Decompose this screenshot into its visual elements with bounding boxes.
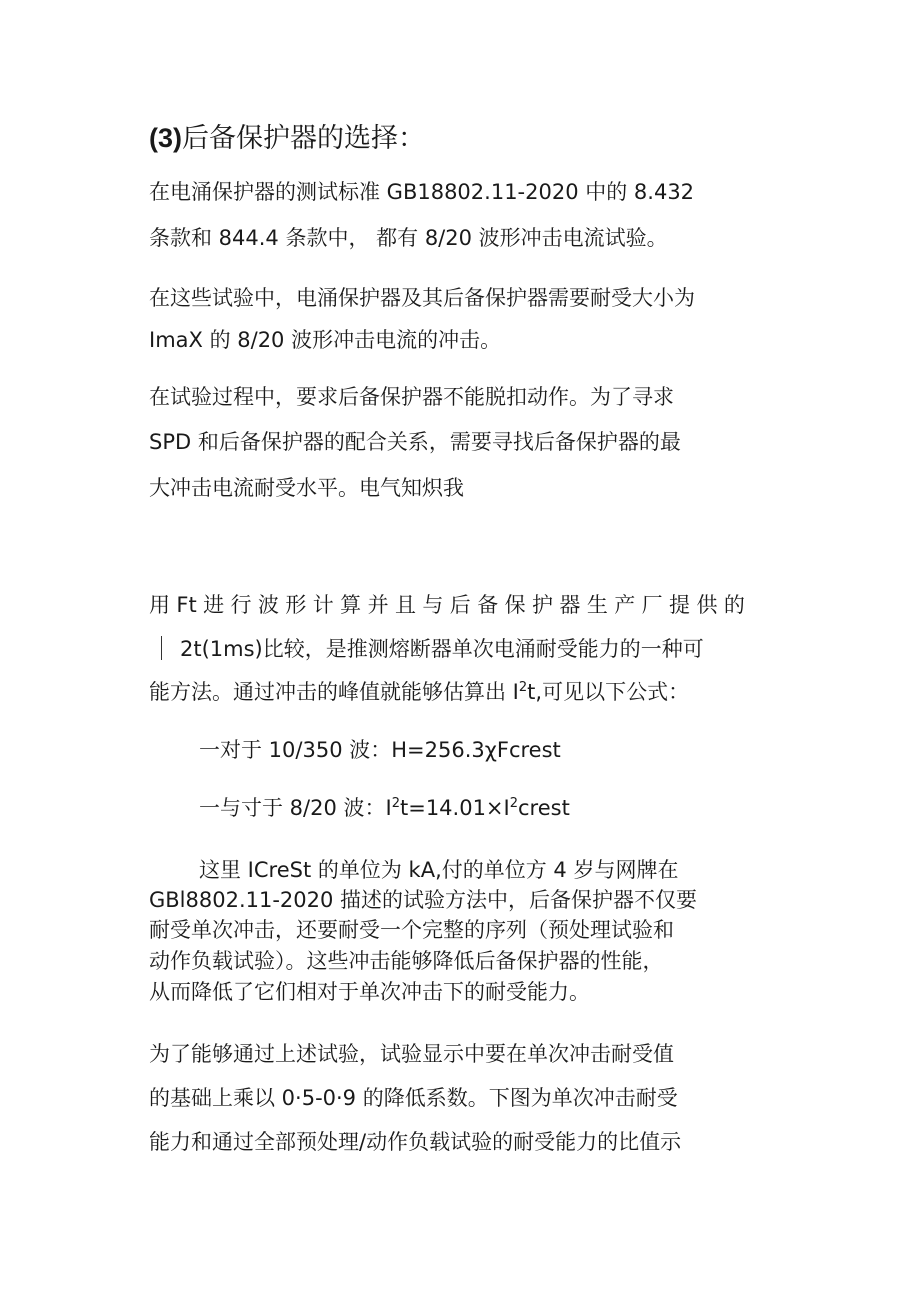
paragraph-5-line-1: 这里 ICreSt 的单位为 kA,付的单位方 4 岁与网牌在	[199, 858, 679, 882]
paragraph-4-word: 波	[257, 593, 279, 617]
paragraph-4-word: 产	[614, 593, 636, 617]
paragraph-4-word: 并	[367, 593, 389, 617]
paragraph-4-word: 供	[696, 593, 718, 617]
paragraph-2-line-1: 在这些试验中，电涌保护器及其后备保护器需要耐受大小为	[149, 286, 695, 310]
paragraph-6-line-2: 的基础上乘以 0·5-0·9 的降低系数。下图为单次冲击耐受	[149, 1086, 678, 1110]
formula-sup-2: 2	[509, 796, 519, 811]
formula-8-20-a: 一与寸于 8/20 波：I	[199, 796, 392, 820]
superscript-2: 2	[518, 680, 528, 695]
paragraph-4-line-3	[149, 678, 689, 706]
paragraph-6-line-1: 为了能够通过上述试验，试验显示中要在单次冲击耐受值	[149, 1042, 674, 1066]
paragraph-4-word: 进	[203, 593, 225, 617]
paragraph-5-line-2: GBl8802.11-2020 描述的试验方法中，后备保护器不仅要	[149, 888, 698, 912]
paragraph-4-line-2-text: 2t(1ms)比较，是推测熔断器单次电涌耐受能力的一种可	[180, 637, 704, 661]
paragraph-4-word: 算	[340, 593, 362, 617]
heading-number: (3)	[149, 123, 182, 153]
paragraph-4-word: 与	[422, 593, 444, 617]
paragraph-4-line-3-b: t,可见以下公式：	[527, 680, 690, 704]
vertical-rule	[161, 636, 162, 660]
paragraph-5-line-5: 从而降低了它们相对于单次冲击下的耐受能力。	[149, 980, 590, 1004]
paragraph-4-word: 且	[394, 593, 416, 617]
paragraph-5-line-3: 耐受单次冲击，还要耐受一个完整的序列（预处理试验和	[149, 918, 674, 942]
formula-sup-1: 2	[391, 796, 400, 811]
paragraph-5-line-4: 动作负载试验）。这些冲击能够降低后备保护器的性能，	[149, 949, 664, 973]
paragraph-4-line-2	[149, 635, 704, 663]
paragraph-4-word: 护	[532, 593, 554, 617]
heading-title: 后备保护器的选择：	[182, 123, 425, 154]
paragraph-4-word: 行	[230, 593, 252, 617]
paragraph-2-line-2: ImaX 的 8/20 波形冲击电流的冲击。	[149, 328, 502, 352]
paragraph-4-word: Ft	[176, 593, 197, 617]
paragraph-4-word: 备	[477, 593, 499, 617]
paragraph-1-line-2: 条款和 844.4 条款中， 都有 8/20 波形冲击电流试验。	[149, 226, 668, 250]
paragraph-4-word: 厂	[641, 593, 663, 617]
formula-10-350: 一对于 10/350 波：H=256.3χFcrest	[199, 738, 561, 762]
section-heading	[149, 121, 425, 156]
paragraph-3-line-1: 在试验过程中，要求后备保护器不能脱扣动作。为了寻求	[149, 385, 674, 409]
paragraph-4-word: 后	[449, 593, 471, 617]
paragraph-4-word: 保	[504, 593, 526, 617]
paragraph-4-word: 的	[723, 593, 745, 617]
formula-8-20-b: t=14.01×I	[399, 796, 510, 820]
paragraph-4-word: 提	[669, 593, 691, 617]
paragraph-4-line-1	[149, 591, 745, 619]
paragraph-3-line-2: SPD 和后备保护器的配合关系，需要寻找后备保护器的最	[149, 430, 681, 454]
formula-8-20-c: crest	[518, 796, 570, 820]
paragraph-1-line-1: 在电涌保护器的测试标准 GB18802.11-2020 中的 8.432	[149, 180, 695, 204]
paragraph-4-word: 计	[312, 593, 334, 617]
paragraph-4-word: 器	[559, 593, 581, 617]
paragraph-4-word: 用	[149, 593, 170, 617]
formula-8-20	[199, 794, 570, 822]
paragraph-6-line-3: 能力和通过全部预处理/动作负载试验的耐受能力的比值示	[149, 1130, 682, 1154]
paragraph-3-line-3: 大冲击电流耐受水平。电气知炽我	[149, 476, 464, 500]
paragraph-4-word: 生	[586, 593, 608, 617]
paragraph-4-word: 形	[285, 593, 307, 617]
paragraph-4-line-3-a: 能方法。通过冲击的峰值就能够估算出 I	[149, 680, 519, 704]
